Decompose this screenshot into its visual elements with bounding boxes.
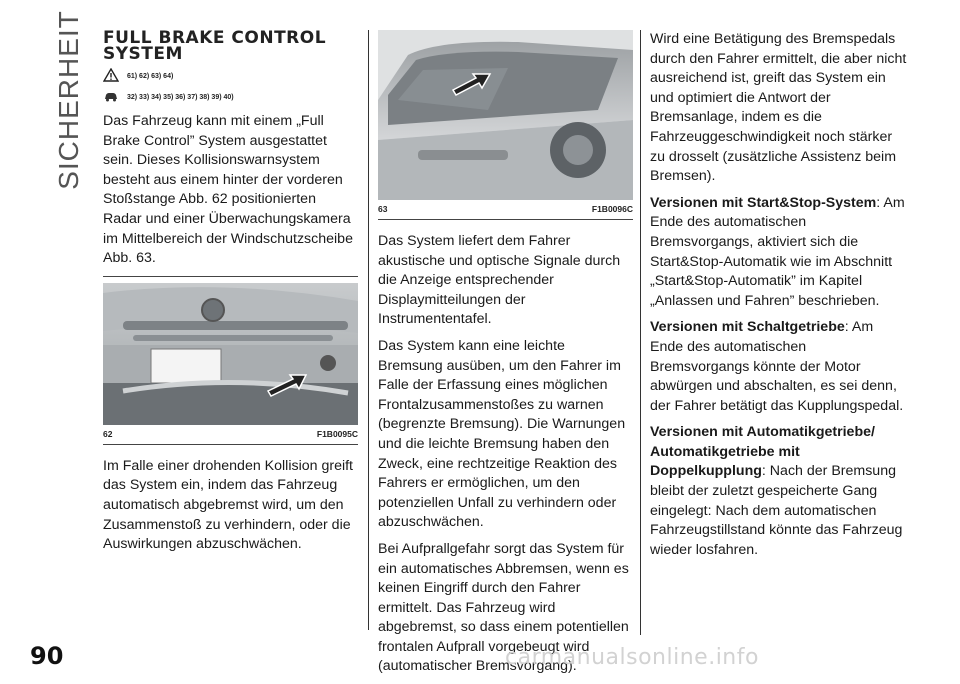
front-bumper-radar-image bbox=[103, 283, 358, 425]
note-refs: 32) 33) 34) 35) 36) 37) 38) 39) 40) bbox=[127, 93, 234, 101]
brake-assist-paragraph: Wird eine Betätigung des Bremspedals durch den Fahrer ermittelt, die aber nicht ausreichend ist, greift das System ein und optimiert die Antwort der Bremsanlage, indem es die Fahrzeuggeschwindigkeit noch stärker zu drosselt (zusätzliche Assistenz beim Bremsen). bbox=[650, 31, 907, 185]
manual-text: : Am Ende des automatischen Bremsvorgangs könnte der Motor abwürgen und abschalten, es sei denn, der Fahrer betätigt das Kupplungspedal. bbox=[650, 319, 904, 414]
collision-paragraph: Im Falle einer drohenden Kollision greift das System ein, indem das Fahrzeug automatisch abgebremst wird, um den Zusammenstoß zu verhindern, oder die Auswirkungen abzuschwächen. bbox=[103, 457, 353, 553]
column-right bbox=[650, 30, 908, 567]
column-divider bbox=[640, 30, 641, 635]
page-number: 90 bbox=[30, 642, 64, 670]
car-note-icon bbox=[103, 90, 119, 104]
figure-caption bbox=[378, 200, 633, 219]
startstop-lead: Versionen mit Start&Stop-System bbox=[650, 194, 877, 211]
figure-caption bbox=[103, 425, 358, 444]
manual-lead: Versionen mit Schaltgetriebe bbox=[650, 319, 845, 336]
auto-text: : Nach der Bremsung bleibt der zuletzt gespeicherte Gang eingelegt: Nach dem automatischen Fahrzeugstillstand könnte das Fahrzeug wieder losfahren. bbox=[650, 463, 903, 558]
auto-braking-paragraph: Bei Aufprallgefahr sorgt das System für ein automatisches Abbremsen, wenn es keinen Eingriff durch den Fahrer ermittelt. Das Fahrzeug wird abgebremst, so dass einem potentiellen frontalen Aufprall vorgebeugt wird (automatischer Bremsvorgang). bbox=[378, 540, 629, 675]
section-title-line1: FULL BRAKE CONTROL bbox=[103, 28, 327, 48]
startstop-paragraph bbox=[650, 194, 908, 312]
signals-paragraph: Das System liefert dem Fahrer akustische und optische Signale durch die Anzeige entsprechender Displaymitteilungen der Instrumententafel. bbox=[378, 233, 621, 328]
warning-reference-row bbox=[103, 68, 358, 84]
light-braking-paragraph: Das System kann eine leichte Bremsung ausüben, um den Fahrer im Falle der Erfassung eines möglichen Frontalzusammenstoßes zu warnen (begrenzte Bremsung). Die Warnungen und die leichte Bremsung haben den Zweck, eine rechtzeitige Reaktion des Fahrers er ermöglichen, um den potenziellen Unfall zu verhindern oder abzuschwächen. bbox=[378, 337, 626, 531]
automatic-gearbox-paragraph bbox=[650, 423, 908, 560]
auto-lead: Versionen mit Automatikgetriebe/ Automatikgetriebe mit Doppelkupplung bbox=[650, 424, 875, 480]
startstop-text: : Am Ende des automatischen Bremsvorgangs, aktiviert sich die Start&Stop-Automatik wie im Abschnitt „Start&Stop-Automatik” im Kapitel „Anlassen und Fahren” beschrieben. bbox=[650, 194, 905, 309]
section-title-line2: SYSTEM bbox=[103, 44, 183, 64]
column-divider bbox=[368, 30, 369, 630]
chapter-side-tab bbox=[52, 10, 86, 190]
figure-code: F1B0096C bbox=[591, 204, 633, 214]
section-title bbox=[103, 30, 358, 62]
column-middle bbox=[378, 30, 633, 684]
figure-code: F1B0095C bbox=[316, 428, 358, 439]
figure-62 bbox=[103, 276, 358, 445]
note-reference-row bbox=[103, 90, 358, 104]
chapter-title: SICHERHEIT bbox=[53, 10, 85, 190]
watermark: carmanualsonline.info bbox=[505, 645, 759, 670]
warning-refs: 61) 62) 63) 64) bbox=[127, 72, 174, 80]
figure-number: 63 bbox=[378, 204, 388, 214]
intro-paragraph: Das Fahrzeug kann mit einem „Full Brake Control” System ausgestattet sein. Dieses Kollisionswarnsystem besteht aus einem hinter der vorderen Stoßstange Abb. 62 positionierten Radar und einer Überwachungskamera im Mittelbereich der Windschutzscheibe Abb. 63. bbox=[103, 113, 353, 267]
figure-63 bbox=[378, 30, 633, 220]
figure-number: 62 bbox=[103, 428, 113, 439]
warning-triangle-icon bbox=[103, 68, 119, 84]
column-left bbox=[103, 30, 358, 562]
manual-gearbox-paragraph bbox=[650, 318, 908, 416]
windshield-camera-image bbox=[378, 30, 633, 200]
